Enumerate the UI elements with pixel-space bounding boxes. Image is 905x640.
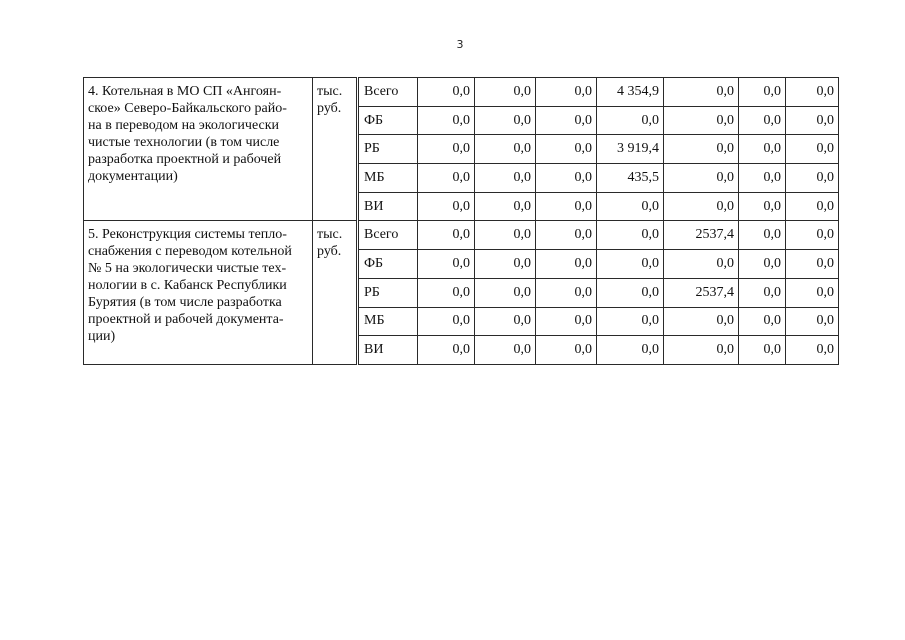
value-cell: 0,0	[739, 278, 786, 307]
value-cell: 0,0	[475, 221, 536, 250]
value-cell: 0,0	[739, 106, 786, 135]
value-cell: 0,0	[536, 78, 597, 107]
value-cell: 0,0	[475, 135, 536, 164]
value-cell: 0,0	[739, 135, 786, 164]
unit-line: руб.	[317, 101, 342, 116]
source-cell: МБ	[358, 164, 418, 193]
value-cell: 0,0	[475, 336, 536, 365]
value-cell: 0,0	[475, 78, 536, 107]
value-cell: 0,0	[739, 250, 786, 279]
value-cell: 2537,4	[664, 278, 739, 307]
value-cell: 0,0	[739, 307, 786, 336]
source-cell: ФБ	[358, 106, 418, 135]
value-cell: 0,0	[786, 250, 839, 279]
value-cell: 0,0	[597, 221, 664, 250]
value-cell: 0,0	[786, 278, 839, 307]
source-cell: ФБ	[358, 250, 418, 279]
value-cell: 0,0	[418, 336, 475, 365]
value-cell: 0,0	[786, 135, 839, 164]
value-cell: 0,0	[475, 106, 536, 135]
value-cell: 435,5	[597, 164, 664, 193]
value-cell: 2537,4	[664, 221, 739, 250]
value-cell: 0,0	[536, 192, 597, 221]
value-cell: 0,0	[418, 278, 475, 307]
value-cell: 0,0	[536, 106, 597, 135]
value-cell: 0,0	[786, 221, 839, 250]
value-cell: 0,0	[418, 164, 475, 193]
value-cell: 0,0	[786, 307, 839, 336]
source-cell: РБ	[358, 135, 418, 164]
description-line: 4. Котельная в МО СП «Ангоян-	[88, 84, 282, 99]
source-cell: ВИ	[358, 336, 418, 365]
description-line: разработка проектной и рабочей	[88, 152, 282, 167]
value-cell: 0,0	[597, 307, 664, 336]
value-cell: 0,0	[475, 278, 536, 307]
source-cell: Всего	[358, 78, 418, 107]
value-cell: 0,0	[536, 307, 597, 336]
source-cell: РБ	[358, 278, 418, 307]
value-cell: 0,0	[786, 192, 839, 221]
value-cell: 0,0	[536, 250, 597, 279]
value-cell: 0,0	[739, 336, 786, 365]
value-cell: 0,0	[536, 164, 597, 193]
value-cell: 0,0	[786, 336, 839, 365]
value-cell: 4 354,9	[597, 78, 664, 107]
value-cell: 0,0	[418, 106, 475, 135]
description-line: 5. Реконструкция системы тепло-	[88, 227, 287, 243]
description-line: ское» Северо-Байкальского райо-	[88, 101, 287, 116]
value-cell: 0,0	[739, 78, 786, 107]
value-cell: 0,0	[475, 192, 536, 221]
description-line: на в переводом на экологически	[88, 118, 280, 133]
description-line: документации)	[88, 169, 178, 184]
value-cell: 0,0	[418, 192, 475, 221]
description-line: Бурятия (в том числе разработка	[88, 295, 282, 311]
description-line: нологии в с. Кабанск Республики	[88, 278, 287, 294]
value-cell: 0,0	[664, 250, 739, 279]
value-cell: 0,0	[475, 164, 536, 193]
value-cell: 0,0	[786, 78, 839, 107]
value-cell: 0,0	[536, 336, 597, 365]
page-number: 3	[456, 38, 464, 51]
description-cell	[84, 78, 313, 221]
unit-line: тыс.	[317, 84, 343, 99]
source-cell: МБ	[358, 307, 418, 336]
value-cell: 0,0	[597, 278, 664, 307]
value-cell: 0,0	[664, 135, 739, 164]
value-cell: 3 919,4	[597, 135, 664, 164]
table-row	[84, 78, 839, 107]
value-cell: 0,0	[739, 192, 786, 221]
description-line: № 5 на экологически чистые тех-	[88, 261, 287, 277]
value-cell: 0,0	[739, 164, 786, 193]
budget-table	[83, 77, 839, 365]
value-cell: 0,0	[418, 250, 475, 279]
value-cell: 0,0	[536, 278, 597, 307]
value-cell: 0,0	[739, 221, 786, 250]
value-cell: 0,0	[475, 307, 536, 336]
value-cell: 0,0	[597, 250, 664, 279]
value-cell: 0,0	[664, 164, 739, 193]
value-cell: 0,0	[664, 307, 739, 336]
value-cell: 0,0	[786, 106, 839, 135]
unit-line: тыс.	[317, 227, 343, 243]
unit-cell	[313, 221, 358, 364]
value-cell: 0,0	[418, 221, 475, 250]
value-cell: 0,0	[536, 135, 597, 164]
source-cell: Всего	[358, 221, 418, 250]
value-cell: 0,0	[664, 106, 739, 135]
value-cell: 0,0	[597, 192, 664, 221]
description-line: ции)	[88, 329, 116, 345]
table-row	[84, 221, 839, 250]
value-cell: 0,0	[597, 106, 664, 135]
unit-cell	[313, 78, 358, 221]
description-line: снабжения с переводом котельной	[88, 244, 292, 260]
source-cell: ВИ	[358, 192, 418, 221]
value-cell: 0,0	[418, 135, 475, 164]
unit-line: руб.	[317, 244, 342, 260]
description-line: чистые технологии (в том числе	[88, 135, 280, 150]
description-line: проектной и рабочей документа-	[88, 312, 284, 328]
description-cell	[84, 221, 313, 364]
value-cell: 0,0	[536, 221, 597, 250]
value-cell: 0,0	[418, 307, 475, 336]
value-cell: 0,0	[664, 192, 739, 221]
value-cell: 0,0	[786, 164, 839, 193]
value-cell: 0,0	[664, 336, 739, 365]
value-cell: 0,0	[597, 336, 664, 365]
value-cell: 0,0	[418, 78, 475, 107]
value-cell: 0,0	[664, 78, 739, 107]
value-cell: 0,0	[475, 250, 536, 279]
